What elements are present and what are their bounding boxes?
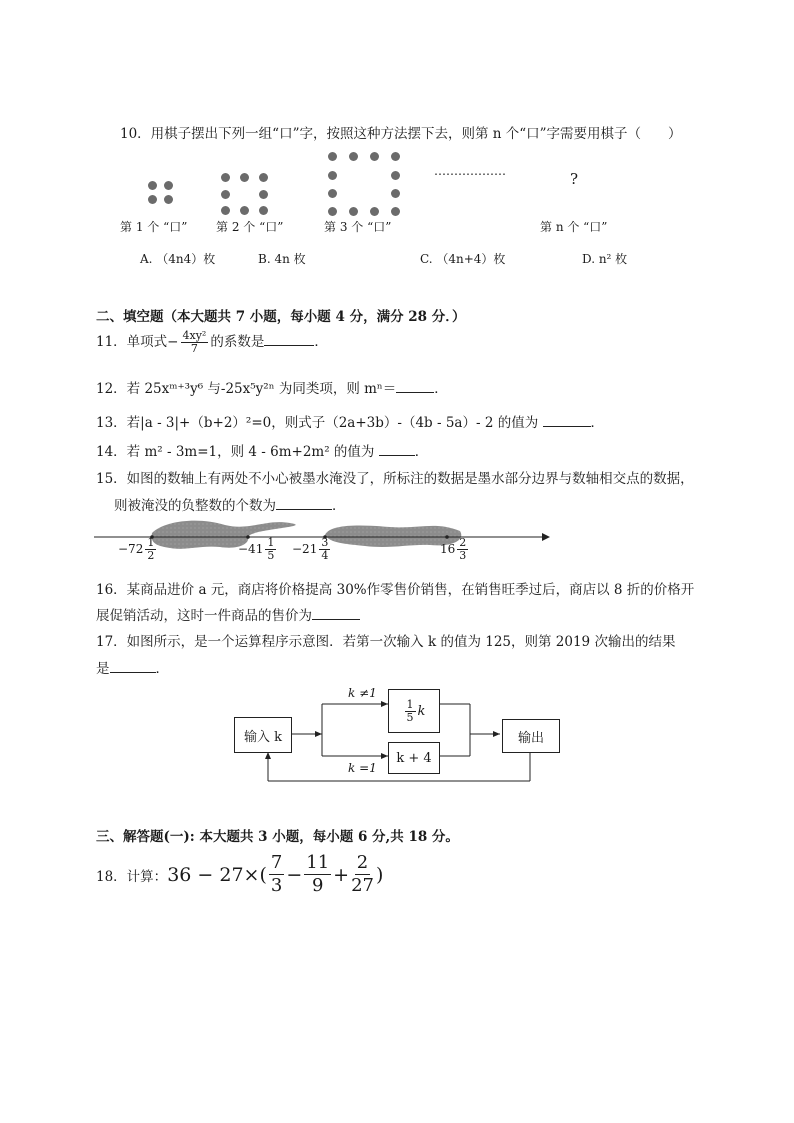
label-2: 第 2 个 “口” xyxy=(216,220,284,234)
q18: 18．计算： 36 − 27×( $\frac{7}{3}$ − $\frac{11}{9}$ + $\frac{2}{27}$ ) xyxy=(96,852,384,896)
q15-line1: 15．如图的数轴上有两处不小心被墨水淹没了，所标注的数据是墨水部分边界与数轴相交点的数据， xyxy=(96,471,694,487)
q16-line1: 16．某商品进价 a 元，商店将价格提高 30%作零售价销售，在销售旺季过后，商店以 8 折的价格开 xyxy=(96,582,695,598)
q12: 12．若 25xᵐ⁺³y⁶ 与-25x⁵y²ⁿ 为同类项，则 mⁿ＝ ． xyxy=(96,381,448,397)
tick-label-3: −21 $\frac{3}{4}$ xyxy=(292,536,329,562)
tick-label-1: −72 $\frac{1}{2}$ xyxy=(118,536,155,562)
flow-output-box: 输出 xyxy=(502,719,560,753)
option-a: A. （4n4）枚 xyxy=(140,252,216,266)
flow-bottom-box: k + 4 xyxy=(388,742,440,774)
question-mark: ? xyxy=(570,170,579,188)
flow-top-box: $\frac{1}{5}$ k xyxy=(388,689,440,733)
label-3: 第 3 个 “口” xyxy=(324,220,392,234)
option-b: B. 4n 枚 xyxy=(258,252,306,266)
section-3-heading: 三、解答题(一): 本大题共 3 小题，每小题 6 分,共 18 分。 xyxy=(96,829,459,845)
q10-text: 10．用棋子摆出下列一组“口”字，按照这种方法摆下去，则第 n 个“口”字需要用棋子（ ） xyxy=(120,126,682,142)
label-n: 第 n 个 “口” xyxy=(540,220,608,234)
flow-top-condition: k ≠1 xyxy=(348,686,377,700)
flow-bottom-condition: k =1 xyxy=(348,761,377,775)
option-c: C. （4n+4）枚 xyxy=(420,252,506,266)
q16-line2: 展促销活动，这时一件商品的售价为 xyxy=(96,604,360,624)
q11: 11．单项式− $\frac{\text{4xy²}}{7}$ 的系数是 ． xyxy=(96,329,328,355)
q13: 13．若|a - 3|+（b+2）²=0，则式子（2a+3b）-（4b - 5a）- 2 的值为 ． xyxy=(96,415,605,431)
option-d: D. n² 枚 xyxy=(582,252,628,266)
ellipsis: ……………… xyxy=(434,164,506,178)
tick-label-4: 16 $\frac{2}{3}$ xyxy=(440,536,467,562)
q17-line2: 是 ． xyxy=(96,661,169,677)
section-2-heading: 二、填空题（本大题共 7 小题，每小题 4 分，满分 28 分．） xyxy=(96,309,466,325)
q17-line1: 17．如图所示，是一个运算程序示意图．若第一次输入 k 的值为 125，则第 2019 次输出的结果 xyxy=(96,634,676,650)
q10-figure xyxy=(118,146,618,241)
q14: 14．若 m² - 3m=1，则 4 - 6m+2m² 的值为 ． xyxy=(96,444,429,460)
flow-input-box: 输入 k xyxy=(234,717,292,753)
label-1: 第 1 个 “口” xyxy=(120,220,188,234)
tick-label-2: −41 $\frac{1}{5}$ xyxy=(238,536,275,562)
q15-line2: 则被淹没的负整数的个数为 ． xyxy=(114,498,346,514)
